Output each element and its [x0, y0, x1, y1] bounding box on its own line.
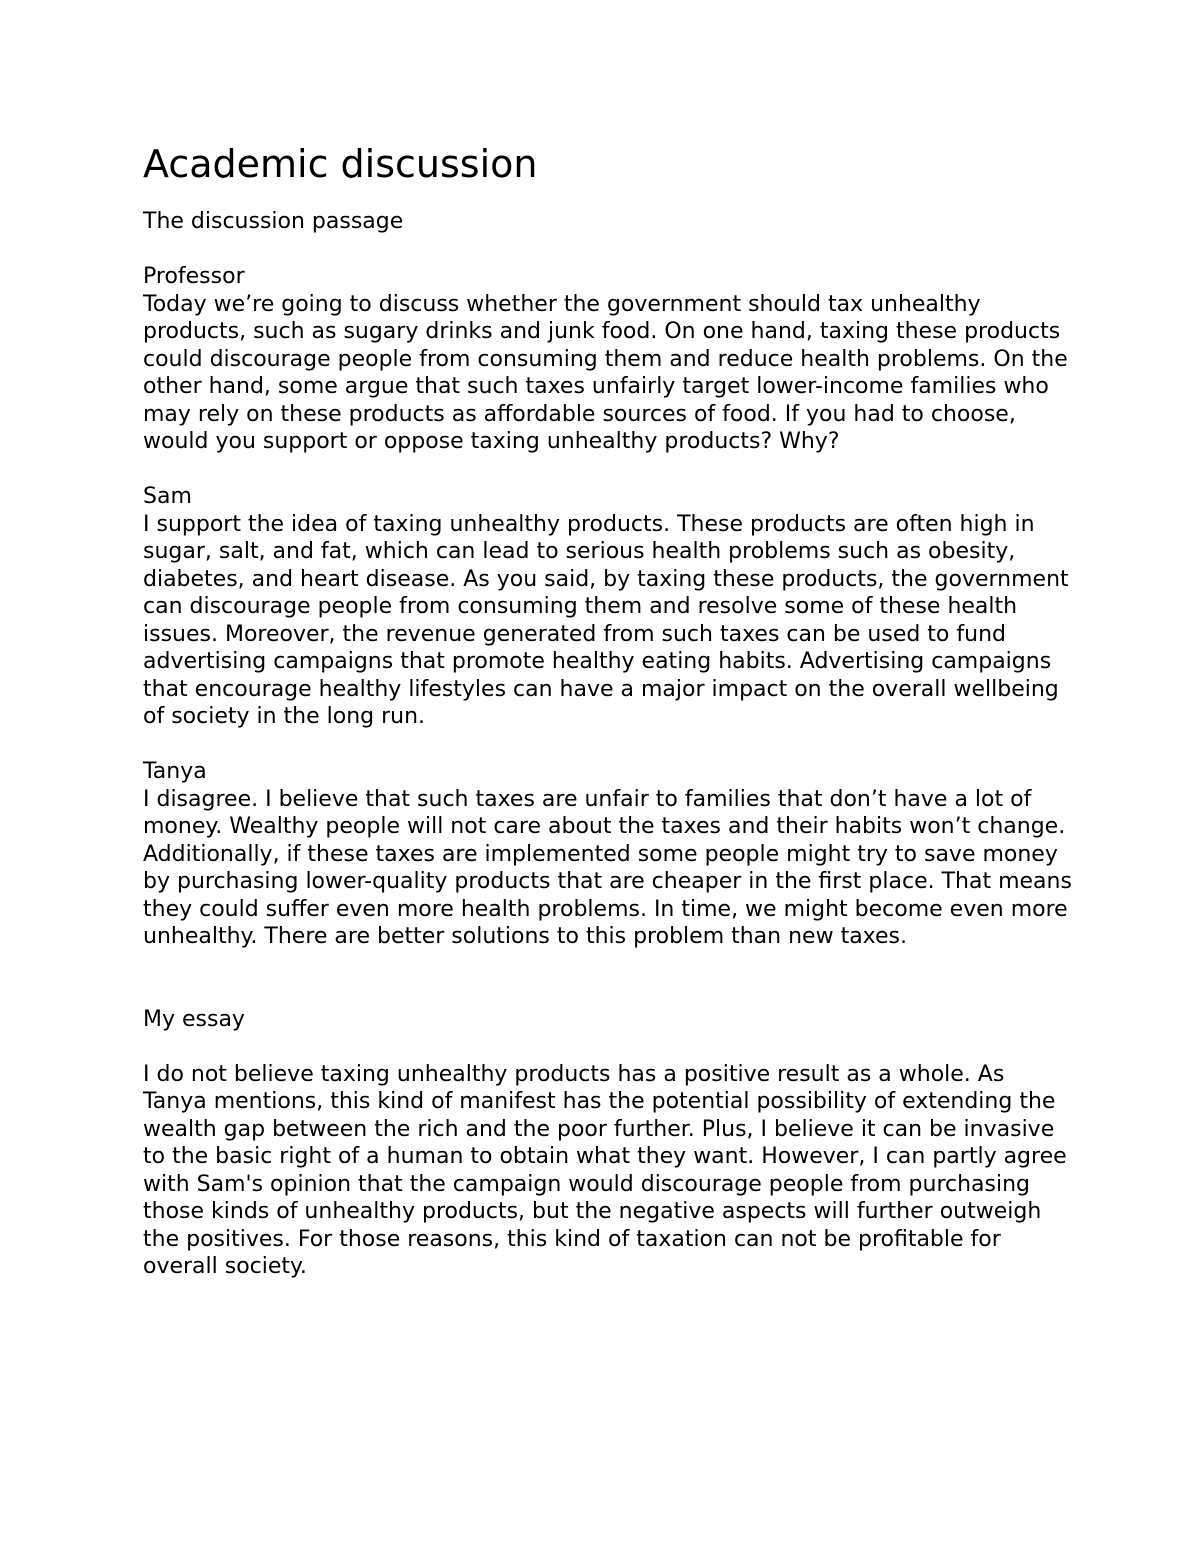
document-page: [143, 140, 1073, 1281]
document-title: Academic discussion: [143, 142, 538, 186]
spacer: [143, 731, 1073, 759]
section-heading: The discussion passage: [143, 209, 404, 234]
essay-text: I do not believe taxing unhealthy products has a positive result as a whole. As Tanya mentions, this kind of manifest has the potential possibility of extending the wealth gap between the rich and the poor further. Plus, I believe it can be invasive to the basic right of a human to obtain what they want. However, I can partly agree with Sam's opinion that the campaign would discourage people from purchasing those kinds of unhealthy products, but the negative aspects will further outweigh the positives. For those reasons, this kind of taxation can not be profitable for overall society.: [143, 1061, 1067, 1279]
sam-name: Sam: [143, 484, 192, 509]
spacer: [143, 1033, 1073, 1061]
spacer: [143, 951, 1073, 1006]
professor-name: Professor: [143, 264, 245, 289]
tanya-text: I disagree. I believe that such taxes are unfair to families that don’t have a lot of money. Wealthy people will not care about the taxes and their habits won’t change. Additionally, if these taxes are implemented some people might try to save money by purchasing lower-quality products that are cheaper in the first place. That means they could suffer even more health problems. In time, we might become even more unhealthy. There are better solutions to this problem than new taxes.: [143, 786, 1072, 949]
spacer: [143, 236, 1073, 264]
professor-text: Today we’re going to discuss whether the government should tax unhealthy products, such as sugary drinks and junk food. On one hand, taxing these products could discourage people from consuming them and reduce health problems. On the other hand, some argue that such taxes unfairly target lower-income families who may rely on these products as affordable sources of food. If you had to choose, would you support or oppose taxing unhealthy products? Why?: [143, 291, 1068, 454]
essay-heading: My essay: [143, 1006, 245, 1032]
tanya-name: Tanya: [143, 759, 207, 784]
sam-text: I support the idea of taxing unhealthy products. These products are often high in sugar, salt, and fat, which can lead to serious health problems such as obesity, diabetes, and heart disease. As you said, by taxing these products, the government can discourage people from consuming them and resolve some of these health issues. Moreover, the revenue generated from such taxes can be used to fund advertising campaigns that promote healthy eating habits. Advertising campaigns that encourage healthy lifestyles can have a major impact on the overall wellbeing of society in the long run.: [143, 511, 1069, 729]
spacer: [143, 456, 1073, 484]
